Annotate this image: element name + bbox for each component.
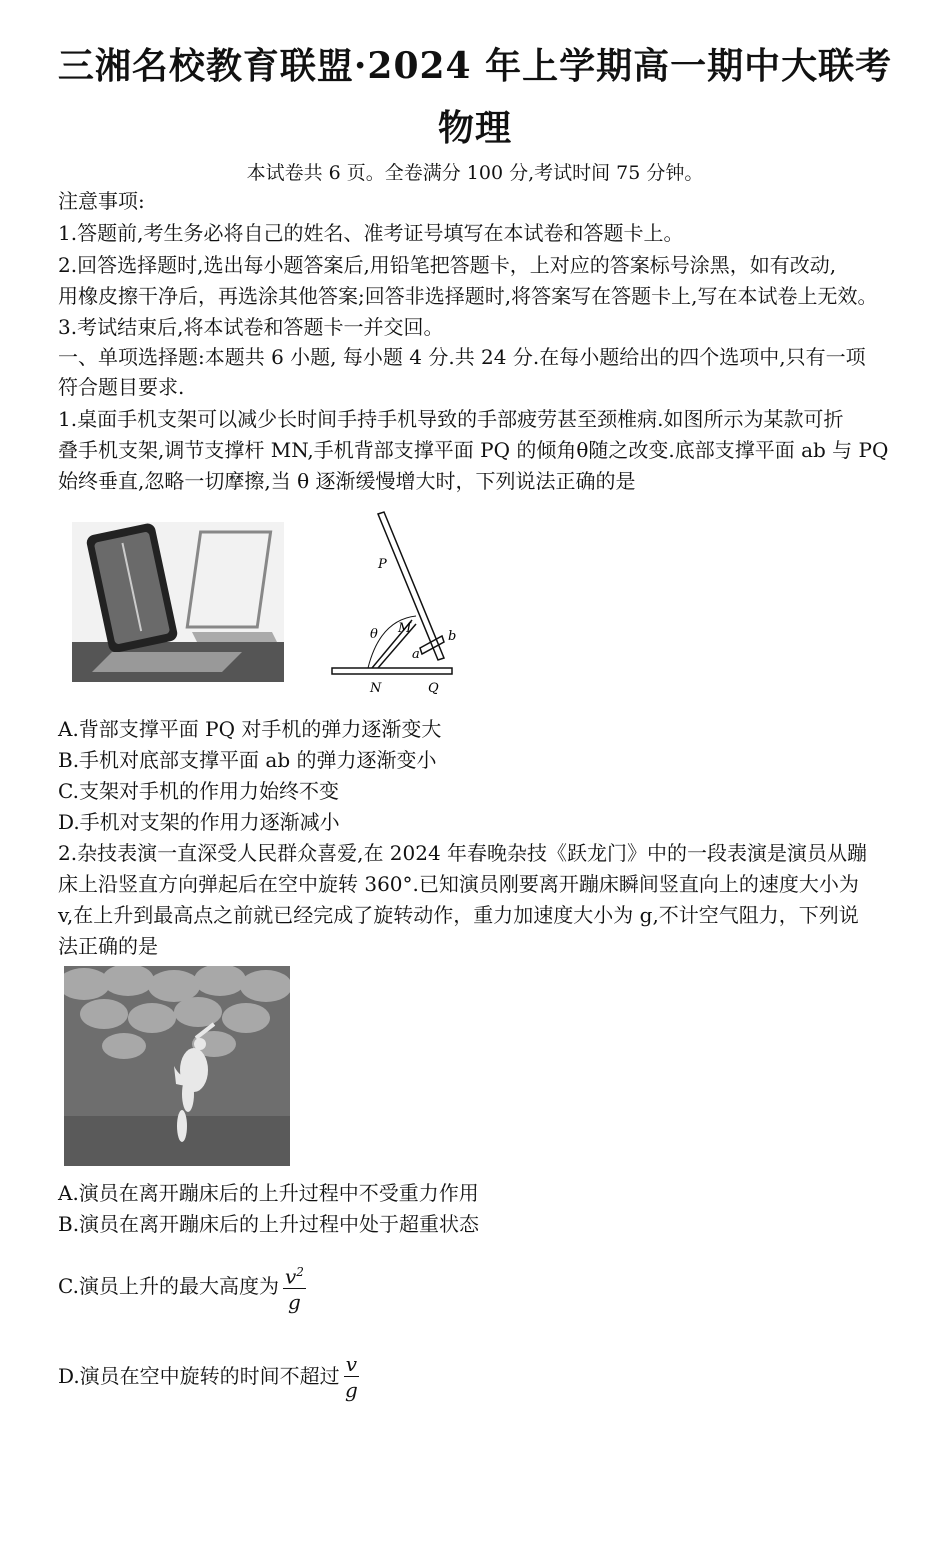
note-item: 用橡皮擦干净后，再选涂其他答案;回答非选择题时,将答案写在答题卡上,写在本试卷上无效。 — [58, 284, 878, 308]
frac-den: g — [288, 1290, 301, 1315]
phone-stand-photo — [72, 522, 284, 682]
fraction-v2-over-g — [283, 1260, 306, 1316]
label-a: a — [412, 647, 420, 662]
q1-stem: 始终垂直,忽略一切摩擦,当 θ 逐渐缓慢增大时，下列说法正确的是 — [58, 469, 636, 493]
q1-option-b: B.手机对底部支撑平面 ab 的弹力逐渐变小 — [58, 748, 437, 772]
acrobat-photo — [64, 966, 290, 1166]
section-heading-cont: 符合题目要求. — [58, 375, 185, 399]
frac-sup: 2 — [296, 1264, 304, 1279]
q2-stem: 法正确的是 — [58, 934, 158, 958]
frac-den: g — [344, 1378, 358, 1402]
frac-num: v — [284, 1264, 297, 1289]
fraction-v-over-g — [344, 1352, 359, 1403]
note-item: 1.答题前,考生务必将自己的姓名、准考证号填写在本试卷和答题卡上。 — [58, 221, 684, 245]
q2-option-a: A.演员在离开蹦床后的上升过程中不受重力作用 — [58, 1181, 479, 1205]
label-M: M — [398, 621, 412, 636]
frac-num: v — [345, 1352, 357, 1376]
exam-title: 三湘名校教育联盟·2024 年上学期高一期中大联考 — [57, 45, 893, 87]
note-item: 2.回答选择题时,选出每小题答案后,用铅笔把答题卡，上对应的答案标号涂黑，如有改动, — [58, 253, 837, 277]
q1-stem: 叠手机支架,调节支撑杆 MN,手机背部支撑平面 PQ 的倾角θ随之改变.底部支撑平面 ab 与 PQ — [58, 438, 889, 462]
subject-title: 物理 — [437, 107, 512, 149]
q1-stem: 1.桌面手机支架可以减少长时间手持手机导致的手部疲劳甚至颈椎病.如图所示为某款可折 — [58, 407, 844, 431]
label-N: N — [370, 681, 382, 696]
q2-stem: 床上沿竖直方向弹起后在空中旋转 360°.已知演员刚要离开蹦床瞬间竖直向上的速度大小为 — [58, 872, 859, 896]
q2-option-c-text: C.演员上升的最大高度为 — [58, 1274, 279, 1298]
q1-option-d: D.手机对支架的作用力逐渐减小 — [58, 810, 340, 834]
note-item: 3.考试结束后,将本试卷和答题卡一并交回。 — [58, 315, 444, 339]
label-P: P — [378, 557, 387, 572]
label-b: b — [448, 629, 457, 644]
q2-option-c — [58, 1256, 306, 1316]
label-theta: θ — [370, 627, 378, 642]
q1-option-a: A.背部支撑平面 PQ 对手机的弹力逐渐变大 — [58, 717, 442, 741]
q2-stem: 2.杂技表演一直深受人民群众喜爱,在 2024 年春晚杂技《跃龙门》中的一段表演是演员从蹦 — [58, 841, 868, 865]
notes-heading: 注意事项: — [58, 189, 145, 213]
q2-option-d — [58, 1346, 359, 1406]
exam-info: 本试卷共 6 页。全卷满分 100 分,考试时间 75 分钟。 — [246, 162, 704, 184]
label-Q: Q — [428, 681, 439, 696]
phone-stand-diagram — [328, 508, 458, 698]
q2-option-d-text: D.演员在空中旋转的时间不超过 — [58, 1364, 340, 1388]
q2-option-b: B.演员在离开蹦床后的上升过程中处于超重状态 — [58, 1212, 480, 1236]
q1-option-c: C.支架对手机的作用力始终不变 — [58, 779, 339, 803]
section-heading: 一、单项选择题:本题共 6 小题, 每小题 4 分.共 24 分.在每小题给出的四个选项中,只有一项 — [58, 345, 866, 369]
q2-stem: v,在上升到最高点之前就已经完成了旋转动作，重力加速度大小为 g,不计空气阻力，下列说 — [58, 903, 859, 927]
